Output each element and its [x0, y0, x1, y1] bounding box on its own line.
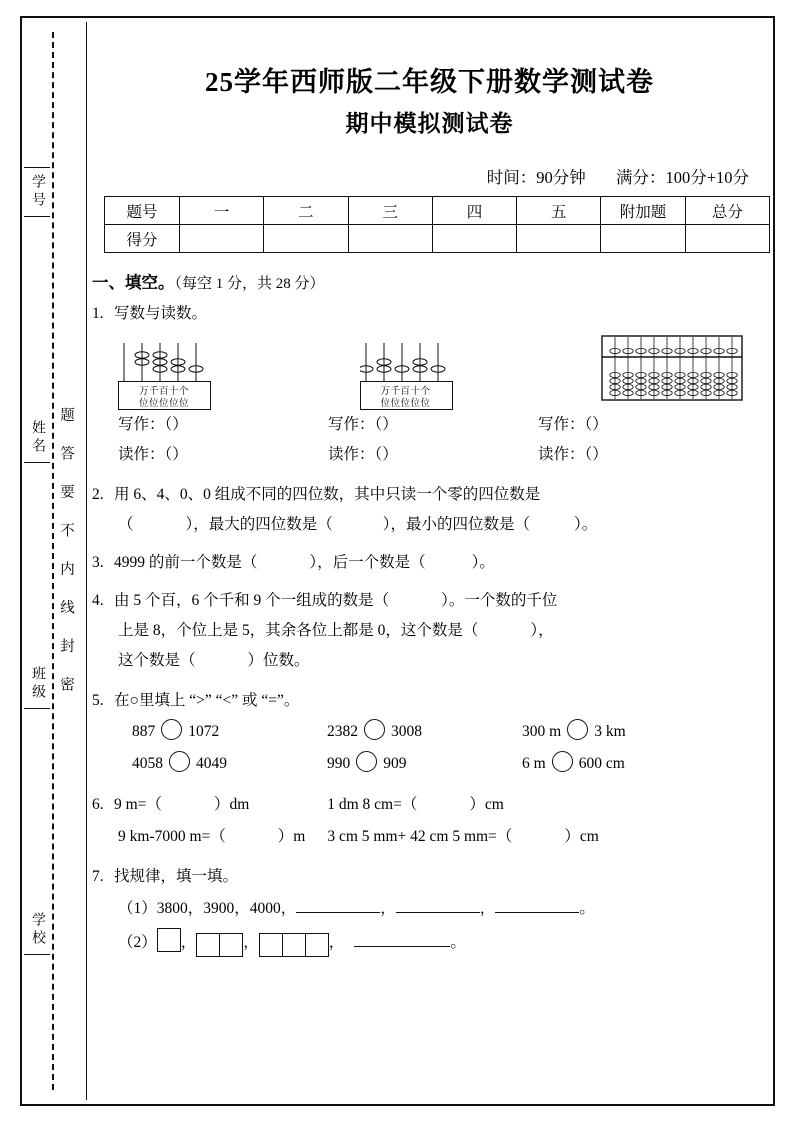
question-1 — [92, 299, 767, 329]
write-label: 写作： — [118, 416, 165, 433]
seal-rule — [24, 954, 50, 955]
score-table-header-5: 五 — [517, 197, 601, 225]
question-7-sub1-end: 。 — [579, 900, 595, 917]
read-answer-2[interactable]: 读作：（） — [328, 446, 398, 463]
question-4-line2-a: 上是 8，个位上是 5，其余各位上都是 0，这个数是（ — [118, 622, 479, 639]
read-label: 读作： — [118, 446, 165, 463]
question-2-line-2[interactable]: （ ），最大的四位数是（ ），最小的四位数是（ ）。 — [118, 516, 598, 533]
compare-right: 909 — [383, 755, 407, 772]
seal-item-xingming — [24, 420, 50, 469]
score-table-header-3: 三 — [348, 197, 432, 225]
question-5 — [92, 686, 767, 716]
score-table-header-2: 二 — [264, 197, 348, 225]
read-label: 读作： — [538, 446, 585, 463]
question-5-row-2 — [92, 748, 767, 780]
question-7-sub-2[interactable]: （2） ， ， ， 。 — [92, 928, 767, 963]
question-4-line1-a: 由 5 个百，6 个千和 9 个一组成的数是（ — [114, 592, 390, 609]
seal-item-banji — [24, 666, 50, 715]
write-label: 写作： — [328, 416, 375, 433]
question-7-sub-1[interactable]: （1）3800，3900，4000， ， ， 。 — [92, 894, 767, 924]
compare-right: 600 cm — [578, 755, 625, 772]
seal-label-text: 学校 — [30, 912, 45, 949]
exam-content — [92, 26, 767, 1100]
question-4-line2-b: ）， — [530, 622, 554, 639]
question-6-item-1: 9 m=（ — [114, 796, 162, 813]
section-1-note: （每空 1 分，共 28 分） — [174, 276, 325, 292]
seal-dashed-line — [52, 32, 54, 1090]
pattern-box-group-2[interactable] — [196, 933, 243, 963]
seal-label-text: 班级 — [30, 666, 45, 703]
compare-pair-1[interactable] — [132, 716, 327, 748]
write-answer-3[interactable]: 写作：（） — [538, 416, 608, 433]
question-1-figures — [92, 329, 767, 410]
seal-rule — [24, 708, 50, 709]
question-6 — [92, 790, 767, 820]
compare-pair-4[interactable] — [132, 748, 327, 780]
score-table-header-0: 题号 — [105, 197, 180, 225]
question-7-number: 7. — [92, 868, 104, 885]
compare-circle[interactable] — [356, 751, 377, 772]
score-table-header-6: 附加题 — [601, 197, 685, 225]
question-3-part-b: ），后一个数是（ — [309, 554, 426, 571]
question-4-line3-a: 这个数是（ — [118, 652, 196, 669]
compare-left: 6 m — [522, 755, 546, 772]
question-6-item-5: 9 km-7000 m=（ — [118, 828, 226, 845]
compare-circle[interactable] — [364, 719, 385, 740]
place-value-labels-1: 万千百十个 位位位位位 — [138, 387, 189, 409]
question-4-line1-b: ）。一个数的千位 — [441, 592, 558, 609]
question-2-part-c: ）。 — [574, 516, 598, 533]
question-5-text: 在○里填上 “>” “<” 或 “=”。 — [114, 692, 300, 709]
exam-score-label: 满分：100分+10分 — [615, 168, 749, 187]
question-7 — [92, 862, 767, 892]
compare-circle[interactable] — [169, 751, 190, 772]
compare-right: 3008 — [391, 723, 422, 740]
seal-item-xuehao — [24, 161, 50, 223]
score-cell[interactable] — [601, 225, 685, 253]
seal-side-strip — [26, 22, 78, 1100]
question-1-write-row — [92, 410, 767, 440]
question-3-number: 3. — [92, 554, 104, 571]
read-label: 读作： — [328, 446, 375, 463]
score-cell[interactable] — [517, 225, 601, 253]
answer-blank[interactable] — [296, 896, 380, 913]
question-6-line-2[interactable] — [92, 822, 767, 852]
question-7-sub1-label: （1） — [118, 900, 157, 917]
question-4-line-2[interactable] — [92, 616, 767, 646]
question-7-text: 找规律，填一填。 — [114, 868, 239, 885]
seal-item-xuexiao — [24, 912, 50, 961]
compare-right: 1072 — [188, 723, 220, 740]
answer-blank[interactable] — [495, 896, 579, 913]
counter-frame-2 — [360, 341, 465, 410]
counter-frame-1 — [118, 341, 223, 410]
seal-label-column — [26, 22, 48, 1100]
question-6-item-3: 1 dm 8 cm=（ — [327, 796, 418, 813]
compare-circle[interactable] — [567, 719, 588, 740]
page-title: 25学年西师版二年级下册数学测试卷 — [205, 67, 654, 97]
question-3-part-a: 4999 的前一个数是（ — [114, 554, 258, 571]
read-answer-3[interactable]: 读作：（） — [538, 446, 608, 463]
compare-right: 4049 — [196, 755, 227, 772]
question-3[interactable] — [92, 548, 767, 578]
compare-left: 2382 — [327, 723, 358, 740]
place-value-labels-2: 万千百十个 位位位位位 — [380, 387, 431, 409]
seal-warning-text: 题答要不内线封密 — [58, 407, 74, 715]
question-7-sub1-seq: 3800，3900，4000， — [156, 900, 297, 917]
question-6-item-8: ）cm — [564, 828, 599, 845]
table-row — [105, 197, 770, 225]
exam-time-label: 时间：90分钟 — [486, 168, 586, 187]
seal-rule — [24, 216, 50, 217]
write-answer-1[interactable]: 写作：（） — [118, 416, 188, 433]
question-1-text: 写数与读数。 — [114, 305, 208, 322]
question-2 — [92, 480, 767, 540]
question-3-part-c: ）。 — [471, 554, 495, 571]
question-4[interactable] — [92, 586, 767, 676]
question-6-item-2: ）dm — [213, 796, 250, 813]
question-7-sub2-end: 。 — [450, 934, 466, 951]
compare-pair-3[interactable] — [522, 716, 737, 748]
pattern-box-1[interactable] — [157, 928, 181, 952]
compare-pair-6[interactable] — [522, 748, 737, 780]
compare-left: 990 — [327, 755, 351, 772]
compare-left: 887 — [132, 723, 156, 740]
section-1-title: 一、填空。 — [92, 273, 175, 292]
seal-rule — [24, 167, 50, 168]
question-7-sub2-label: （2） — [118, 934, 157, 951]
score-table-header-1: 一 — [180, 197, 264, 225]
score-table-header-7: 总分 — [685, 197, 769, 225]
score-cell[interactable] — [180, 225, 264, 253]
question-2-part-a: ），最大的四位数是（ — [185, 516, 333, 533]
abacus-figure — [601, 335, 741, 406]
answer-blank[interactable] — [354, 930, 450, 947]
seal-label-text: 姓名 — [30, 419, 45, 456]
score-table-header-4: 四 — [432, 197, 516, 225]
write-label: 写作： — [538, 416, 585, 433]
question-1-read-row — [92, 440, 767, 470]
seal-label-text: 学号 — [30, 173, 45, 210]
page-subtitle: 期中模拟测试卷 — [345, 111, 514, 136]
question-6-item-4: ）cm — [469, 796, 504, 813]
score-cell[interactable] — [348, 225, 432, 253]
score-cell[interactable] — [264, 225, 348, 253]
question-6-item-6: ）m — [277, 828, 306, 845]
compare-circle[interactable] — [161, 719, 182, 740]
question-4-line-3[interactable] — [92, 646, 767, 676]
section-1-heading — [92, 269, 767, 293]
compare-left: 4058 — [132, 755, 163, 772]
compare-pair-5[interactable] — [327, 748, 522, 780]
seal-rule — [24, 462, 50, 463]
exam-meta — [92, 164, 749, 188]
compare-circle[interactable] — [552, 751, 573, 772]
question-2-number: 2. — [92, 486, 104, 503]
score-table — [104, 196, 770, 253]
compare-pair-2[interactable] — [327, 716, 522, 748]
answer-area-divider — [86, 22, 87, 1100]
answer-blank[interactable] — [396, 896, 480, 913]
score-table-row-label: 得分 — [105, 225, 180, 253]
question-5-row-1 — [92, 716, 767, 748]
question-4-line3-b: ）位数。 — [247, 652, 310, 669]
question-1-number: 1. — [92, 305, 104, 322]
write-answer-2[interactable]: 写作：（） — [328, 416, 398, 433]
pattern-box-group-3[interactable] — [259, 933, 329, 963]
read-answer-1[interactable]: 读作：（） — [118, 446, 188, 463]
score-cell[interactable] — [432, 225, 516, 253]
table-row — [105, 225, 770, 253]
question-6-number: 6. — [92, 796, 104, 813]
score-cell[interactable] — [685, 225, 769, 253]
question-4-number: 4. — [92, 592, 104, 609]
question-2-line-1: 用 6、4、0、0 组成不同的四位数，其中只读一个零的四位数是 — [114, 486, 541, 503]
compare-right: 3 km — [594, 723, 626, 740]
question-5-number: 5. — [92, 692, 104, 709]
compare-left: 300 m — [522, 723, 562, 740]
question-2-part-b: ），最小的四位数是（ — [382, 516, 531, 533]
question-6-item-7: 3 cm 5 mm+ 42 cm 5 mm=（ — [327, 828, 513, 845]
